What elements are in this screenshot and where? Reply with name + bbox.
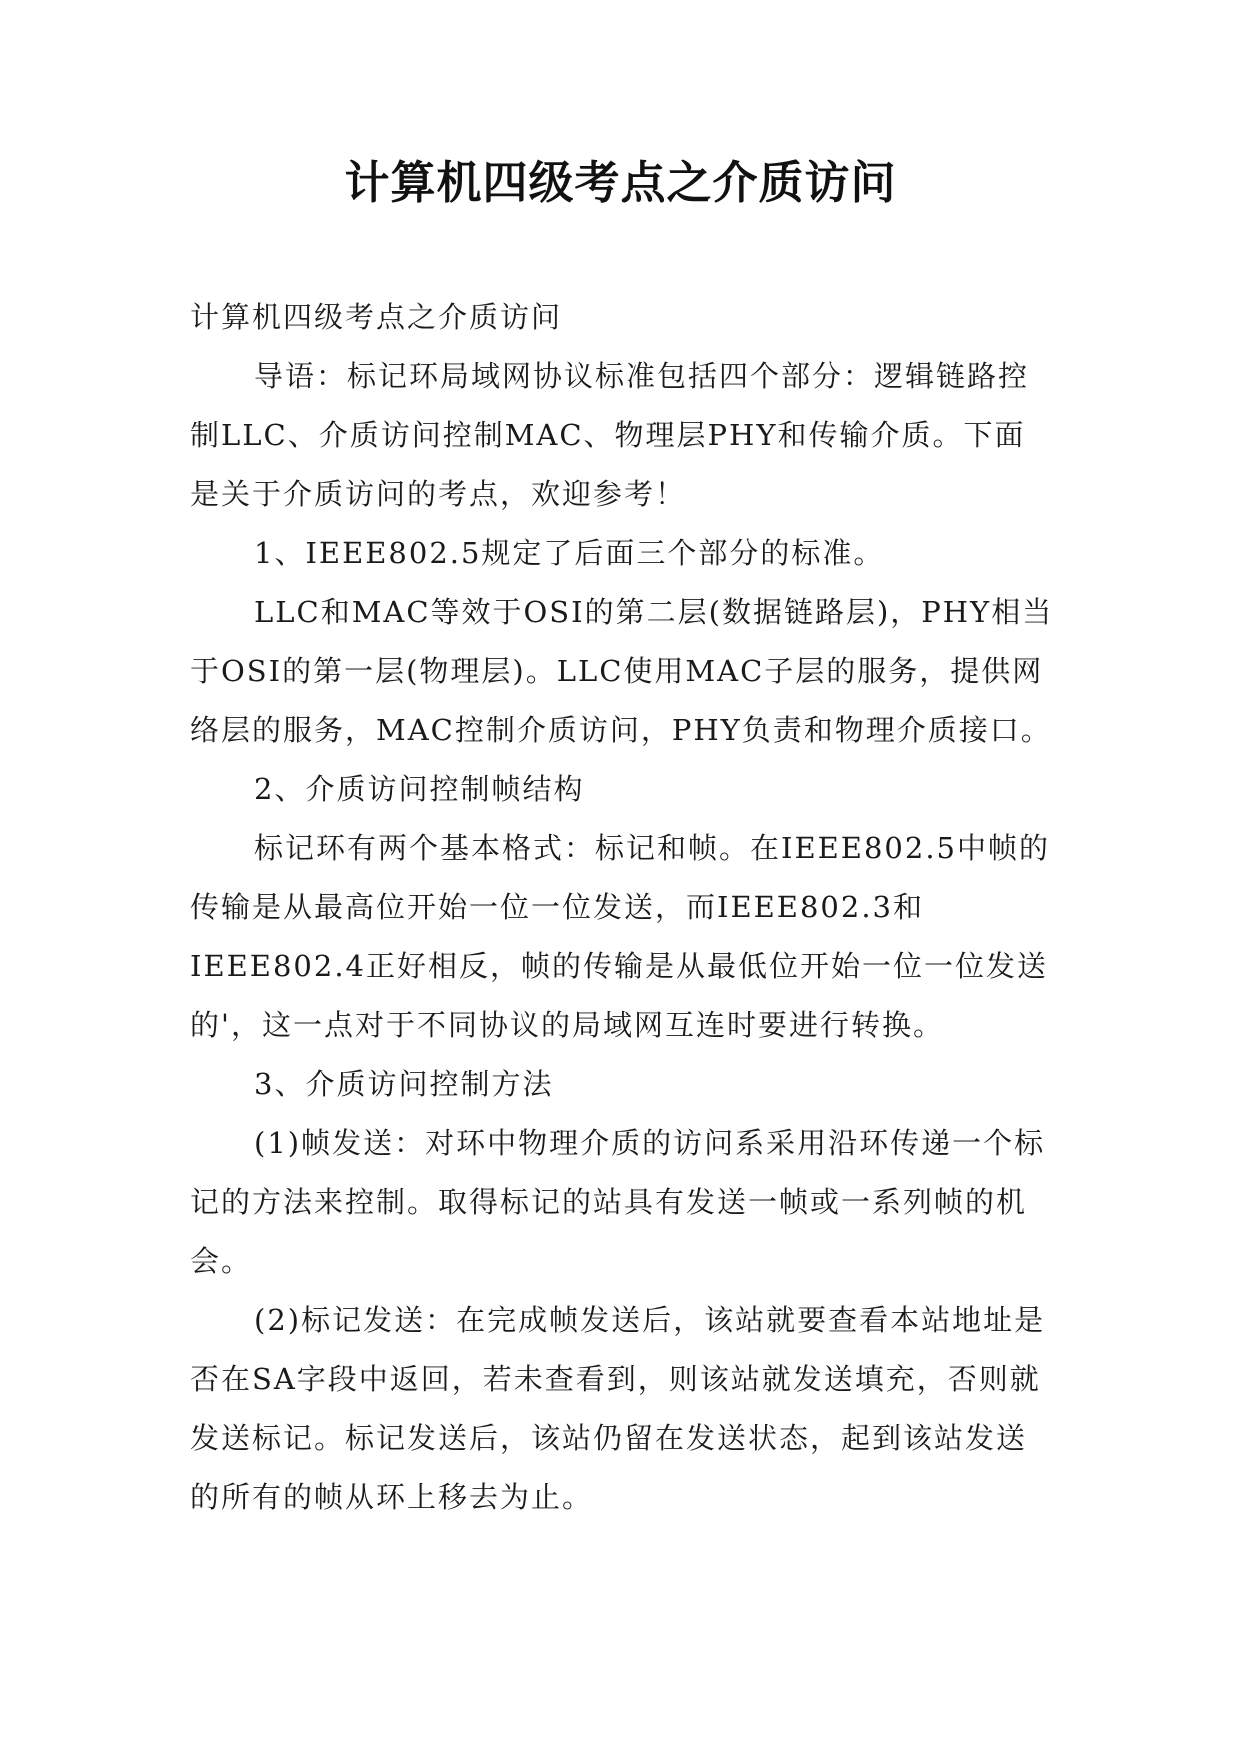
point-1-paragraph: LLC和MAC等效于OSI的第二层(数据链路层)，PHY相当于OSI的第一层(物理层)。LLC使用MAC子层的服务，提供网络层的服务，MAC控制介质访问，PHY负责和物理介质接口。 xyxy=(190,595,1054,747)
token-send-paragraph: (2)标记发送：在完成帧发送后，该站就要查看本站地址是否在SA字段中返回，若未查看到，则该站就发送填充，否则就发送标记。标记发送后，该站仍留在发送状态，起到该站发送的所有的帧从环上移去为止。 xyxy=(190,1303,1046,1514)
intro-paragraph: 导语：标记环局域网协议标准包括四个部分：逻辑链路控制LLC、介质访问控制MAC、物理层PHY和传输介质。下面是关于介质访问的考点，欢迎参考！ xyxy=(190,359,1030,511)
point-2-heading: 2、介质访问控制帧结构 xyxy=(254,772,585,806)
point-3-heading: 3、介质访问控制方法 xyxy=(254,1067,554,1101)
point-1-heading: 1、IEEE802.5规定了后面三个部分的标准。 xyxy=(254,536,885,570)
frame-send-paragraph: (1)帧发送：对环中物理介质的访问系采用沿环传递一个标记的方法来控制。取得标记的站具有发送一帧或一系列帧的机会。 xyxy=(190,1126,1046,1278)
point-2-paragraph: 标记环有两个基本格式：标记和帧。在IEEE802.5中帧的传输是从最高位开始一位一位发送，而IEEE802.3和IEEE802.4正好相反，帧的传输是从最低位开始一位一位发送的'，这一点对于不同协议的局域网互连时要进行转换。 xyxy=(190,831,1050,1042)
page-title: 计算机四级考点之介质访问 xyxy=(344,156,897,209)
body-heading: 计算机四级考点之介质访问 xyxy=(190,300,563,334)
document-body xyxy=(190,288,1056,1527)
